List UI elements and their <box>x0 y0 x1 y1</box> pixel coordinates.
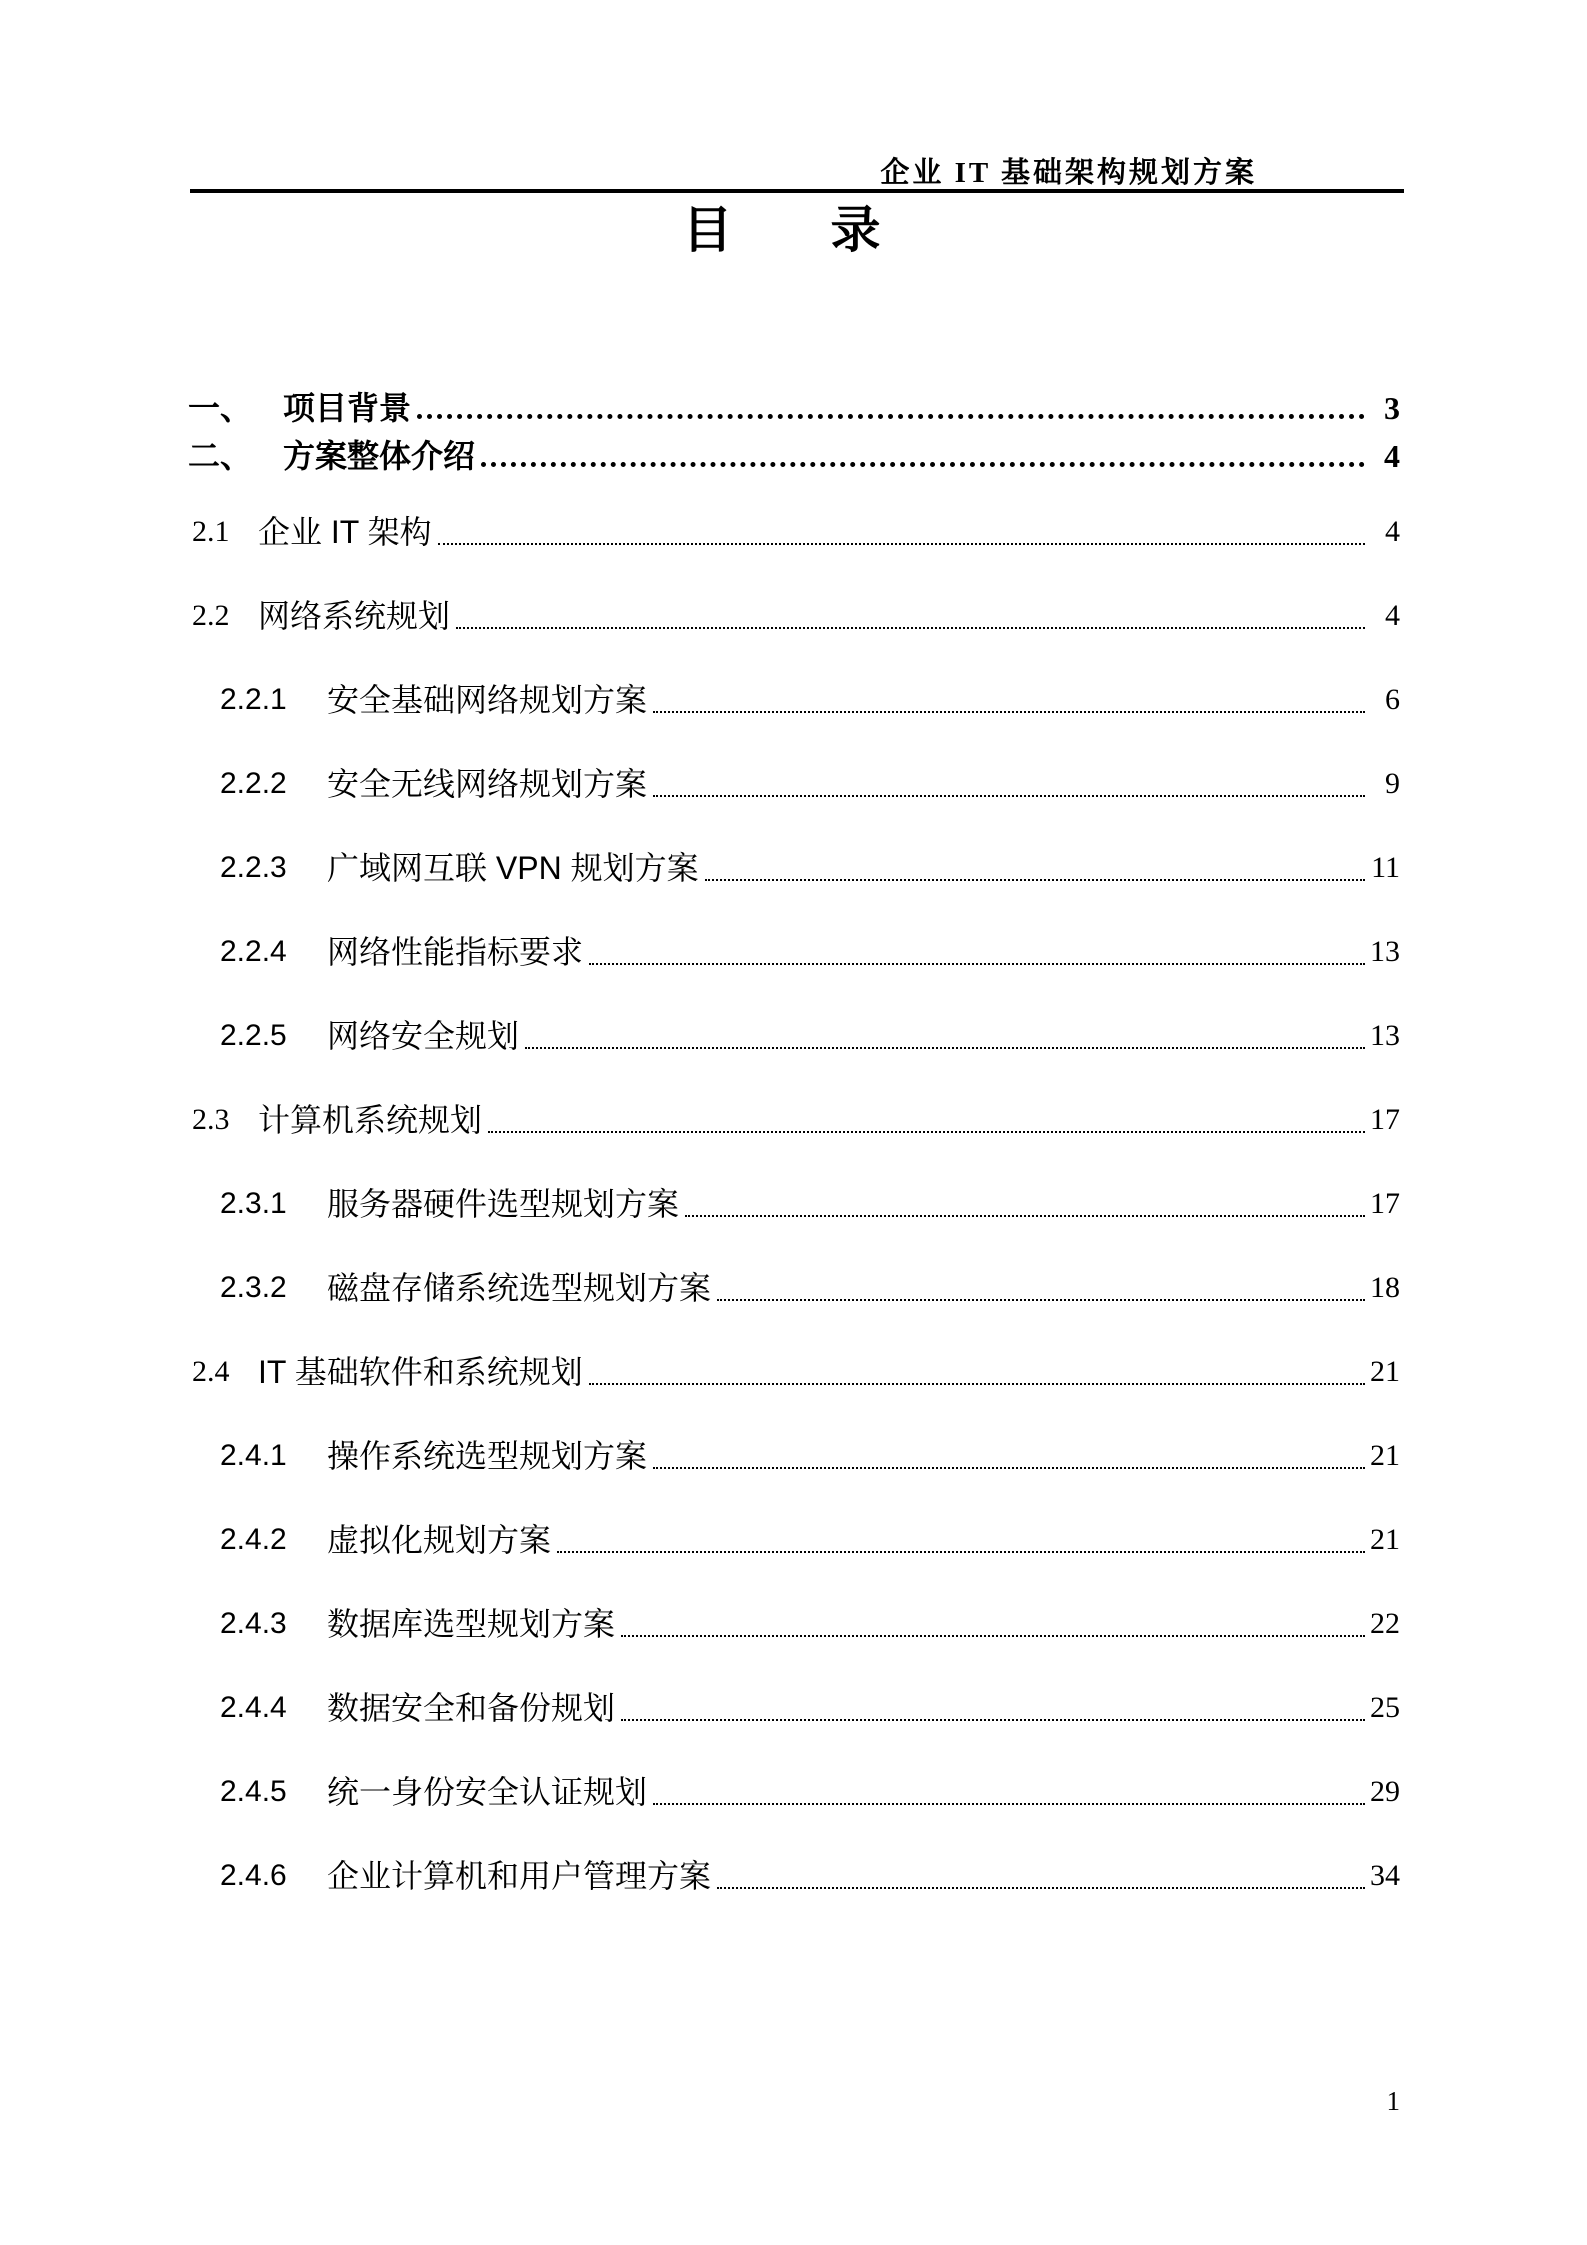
toc-entry-number: 2.4.1 <box>220 1439 287 1472</box>
toc-entry-number: 2.2.3 <box>220 851 287 884</box>
toc-entry-title: 数据安全和备份规划 <box>327 1690 616 1726</box>
dot-leader <box>717 1272 1365 1301</box>
toc-entry-page-number: 4 <box>1384 438 1400 474</box>
dot-leader <box>621 1692 1365 1721</box>
toc-entry-title: 网络性能指标要求 <box>327 934 584 970</box>
toc-entry-number: 2.2.5 <box>220 1019 287 1052</box>
toc-entry-page-number: 13 <box>1370 935 1400 968</box>
toc-entry-page-number: 4 <box>1385 515 1400 548</box>
toc-entry-number: 一、 <box>188 390 253 426</box>
toc-entry-page-number: 29 <box>1370 1775 1400 1808</box>
toc-entry-title: IT 基础软件和系统规划 <box>258 1354 583 1390</box>
dot-leader <box>653 684 1365 713</box>
toc-entry-title: 企业计算机和用户管理方案 <box>327 1858 712 1894</box>
toc-entry-page-number: 9 <box>1385 767 1400 800</box>
document-header-title: 企业 IT 基础架构规划方案 <box>880 157 1257 189</box>
dot-leader <box>525 1020 1365 1049</box>
dot-leader <box>557 1524 1365 1553</box>
toc-entry-number: 2.4.4 <box>220 1691 287 1724</box>
toc-entry-title: 统一身份安全认证规划 <box>327 1774 648 1810</box>
dot-leader <box>417 392 1365 419</box>
toc-entry-page-number: 18 <box>1370 1271 1400 1304</box>
toc-list <box>188 392 1400 1944</box>
toc-entry-number: 2.3 <box>192 1103 230 1136</box>
toc-entry-number: 2.2.1 <box>220 683 287 716</box>
dot-leader <box>621 1608 1365 1637</box>
toc-entry[interactable] <box>188 1524 1400 1608</box>
toc-entry[interactable] <box>188 1188 1400 1272</box>
toc-entry[interactable] <box>188 392 1400 440</box>
dot-leader <box>589 1356 1365 1385</box>
toc-entry-page-number: 13 <box>1370 1019 1400 1052</box>
toc-entry[interactable] <box>188 1104 1400 1188</box>
toc-entry-page-number: 3 <box>1384 390 1400 426</box>
toc-entry-title: 企业 IT 架构 <box>258 514 432 550</box>
toc-entry[interactable] <box>188 1272 1400 1356</box>
toc-entry-page-number: 25 <box>1370 1691 1400 1724</box>
dot-leader <box>488 1104 1365 1133</box>
toc-entry-number: 二、 <box>188 438 253 474</box>
toc-entry-number: 2.3.1 <box>220 1187 287 1220</box>
toc-entry-title: 安全基础网络规划方案 <box>327 682 648 718</box>
header-rule <box>190 189 1404 193</box>
toc-entry-page-number: 34 <box>1370 1859 1400 1892</box>
toc-entry[interactable] <box>188 1020 1400 1104</box>
toc-entry-number: 2.4.3 <box>220 1607 287 1640</box>
toc-entry-number: 2.1 <box>192 515 230 548</box>
toc-entry[interactable] <box>188 1608 1400 1692</box>
toc-entry-number: 2.4.5 <box>220 1775 287 1808</box>
toc-entry-title: 广域网互联 VPN 规划方案 <box>327 850 699 886</box>
toc-entry-title: 网络系统规划 <box>258 598 451 634</box>
toc-entry-title: 虚拟化规划方案 <box>327 1522 552 1558</box>
toc-entry[interactable] <box>188 440 1400 488</box>
toc-entry[interactable] <box>188 1692 1400 1776</box>
toc-entry-title: 磁盘存储系统选型规划方案 <box>327 1270 712 1306</box>
toc-entry[interactable] <box>188 1440 1400 1524</box>
toc-entry-page-number: 21 <box>1370 1355 1400 1388</box>
toc-entry[interactable] <box>188 1356 1400 1440</box>
toc-entry-number: 2.4.2 <box>220 1523 287 1556</box>
dot-leader <box>685 1188 1365 1217</box>
toc-entry[interactable] <box>188 936 1400 1020</box>
toc-page-title: 目 录 <box>682 202 905 258</box>
toc-entry[interactable] <box>188 852 1400 936</box>
footer-page-number: 1 <box>1386 2086 1400 2116</box>
dot-leader <box>456 600 1365 629</box>
dot-leader <box>717 1860 1365 1889</box>
toc-entry-page-number: 6 <box>1385 683 1400 716</box>
toc-entry-title: 方案整体介绍 <box>283 438 476 474</box>
toc-entry-title: 服务器硬件选型规划方案 <box>327 1186 680 1222</box>
toc-entry[interactable] <box>188 1860 1400 1944</box>
toc-entry-number: 2.3.2 <box>220 1271 287 1304</box>
toc-entry-number: 2.2.4 <box>220 935 287 968</box>
toc-entry-page-number: 21 <box>1370 1439 1400 1472</box>
toc-entry-title: 项目背景 <box>283 390 412 426</box>
dot-leader <box>653 1776 1365 1805</box>
toc-entry-page-number: 22 <box>1370 1607 1400 1640</box>
toc-entry-page-number: 17 <box>1370 1187 1400 1220</box>
dot-leader <box>705 852 1365 881</box>
toc-entry[interactable] <box>188 768 1400 852</box>
toc-entry[interactable] <box>188 684 1400 768</box>
toc-entry-title: 安全无线网络规划方案 <box>327 766 648 802</box>
toc-entry-title: 数据库选型规划方案 <box>327 1606 616 1642</box>
toc-entry-title: 网络安全规划 <box>327 1018 520 1054</box>
toc-entry-page-number: 4 <box>1385 599 1400 632</box>
toc-entry-number: 2.2.2 <box>220 767 287 800</box>
toc-entry-page-number: 21 <box>1370 1523 1400 1556</box>
dot-leader <box>653 1440 1365 1469</box>
toc-entry[interactable] <box>188 1776 1400 1860</box>
toc-entry[interactable] <box>188 600 1400 684</box>
toc-entry-title: 操作系统选型规划方案 <box>327 1438 648 1474</box>
toc-entry-number: 2.2 <box>192 599 230 632</box>
dot-leader <box>589 936 1365 965</box>
toc-entry-number: 2.4.6 <box>220 1859 287 1892</box>
dot-leader <box>438 516 1365 545</box>
toc-entry-page-number: 11 <box>1371 851 1400 884</box>
toc-entry-title: 计算机系统规划 <box>258 1102 483 1138</box>
toc-entry-number: 2.4 <box>192 1355 230 1388</box>
toc-entry-page-number: 17 <box>1370 1103 1400 1136</box>
dot-leader <box>653 768 1365 797</box>
dot-leader <box>481 440 1365 467</box>
toc-entry[interactable] <box>188 516 1400 600</box>
